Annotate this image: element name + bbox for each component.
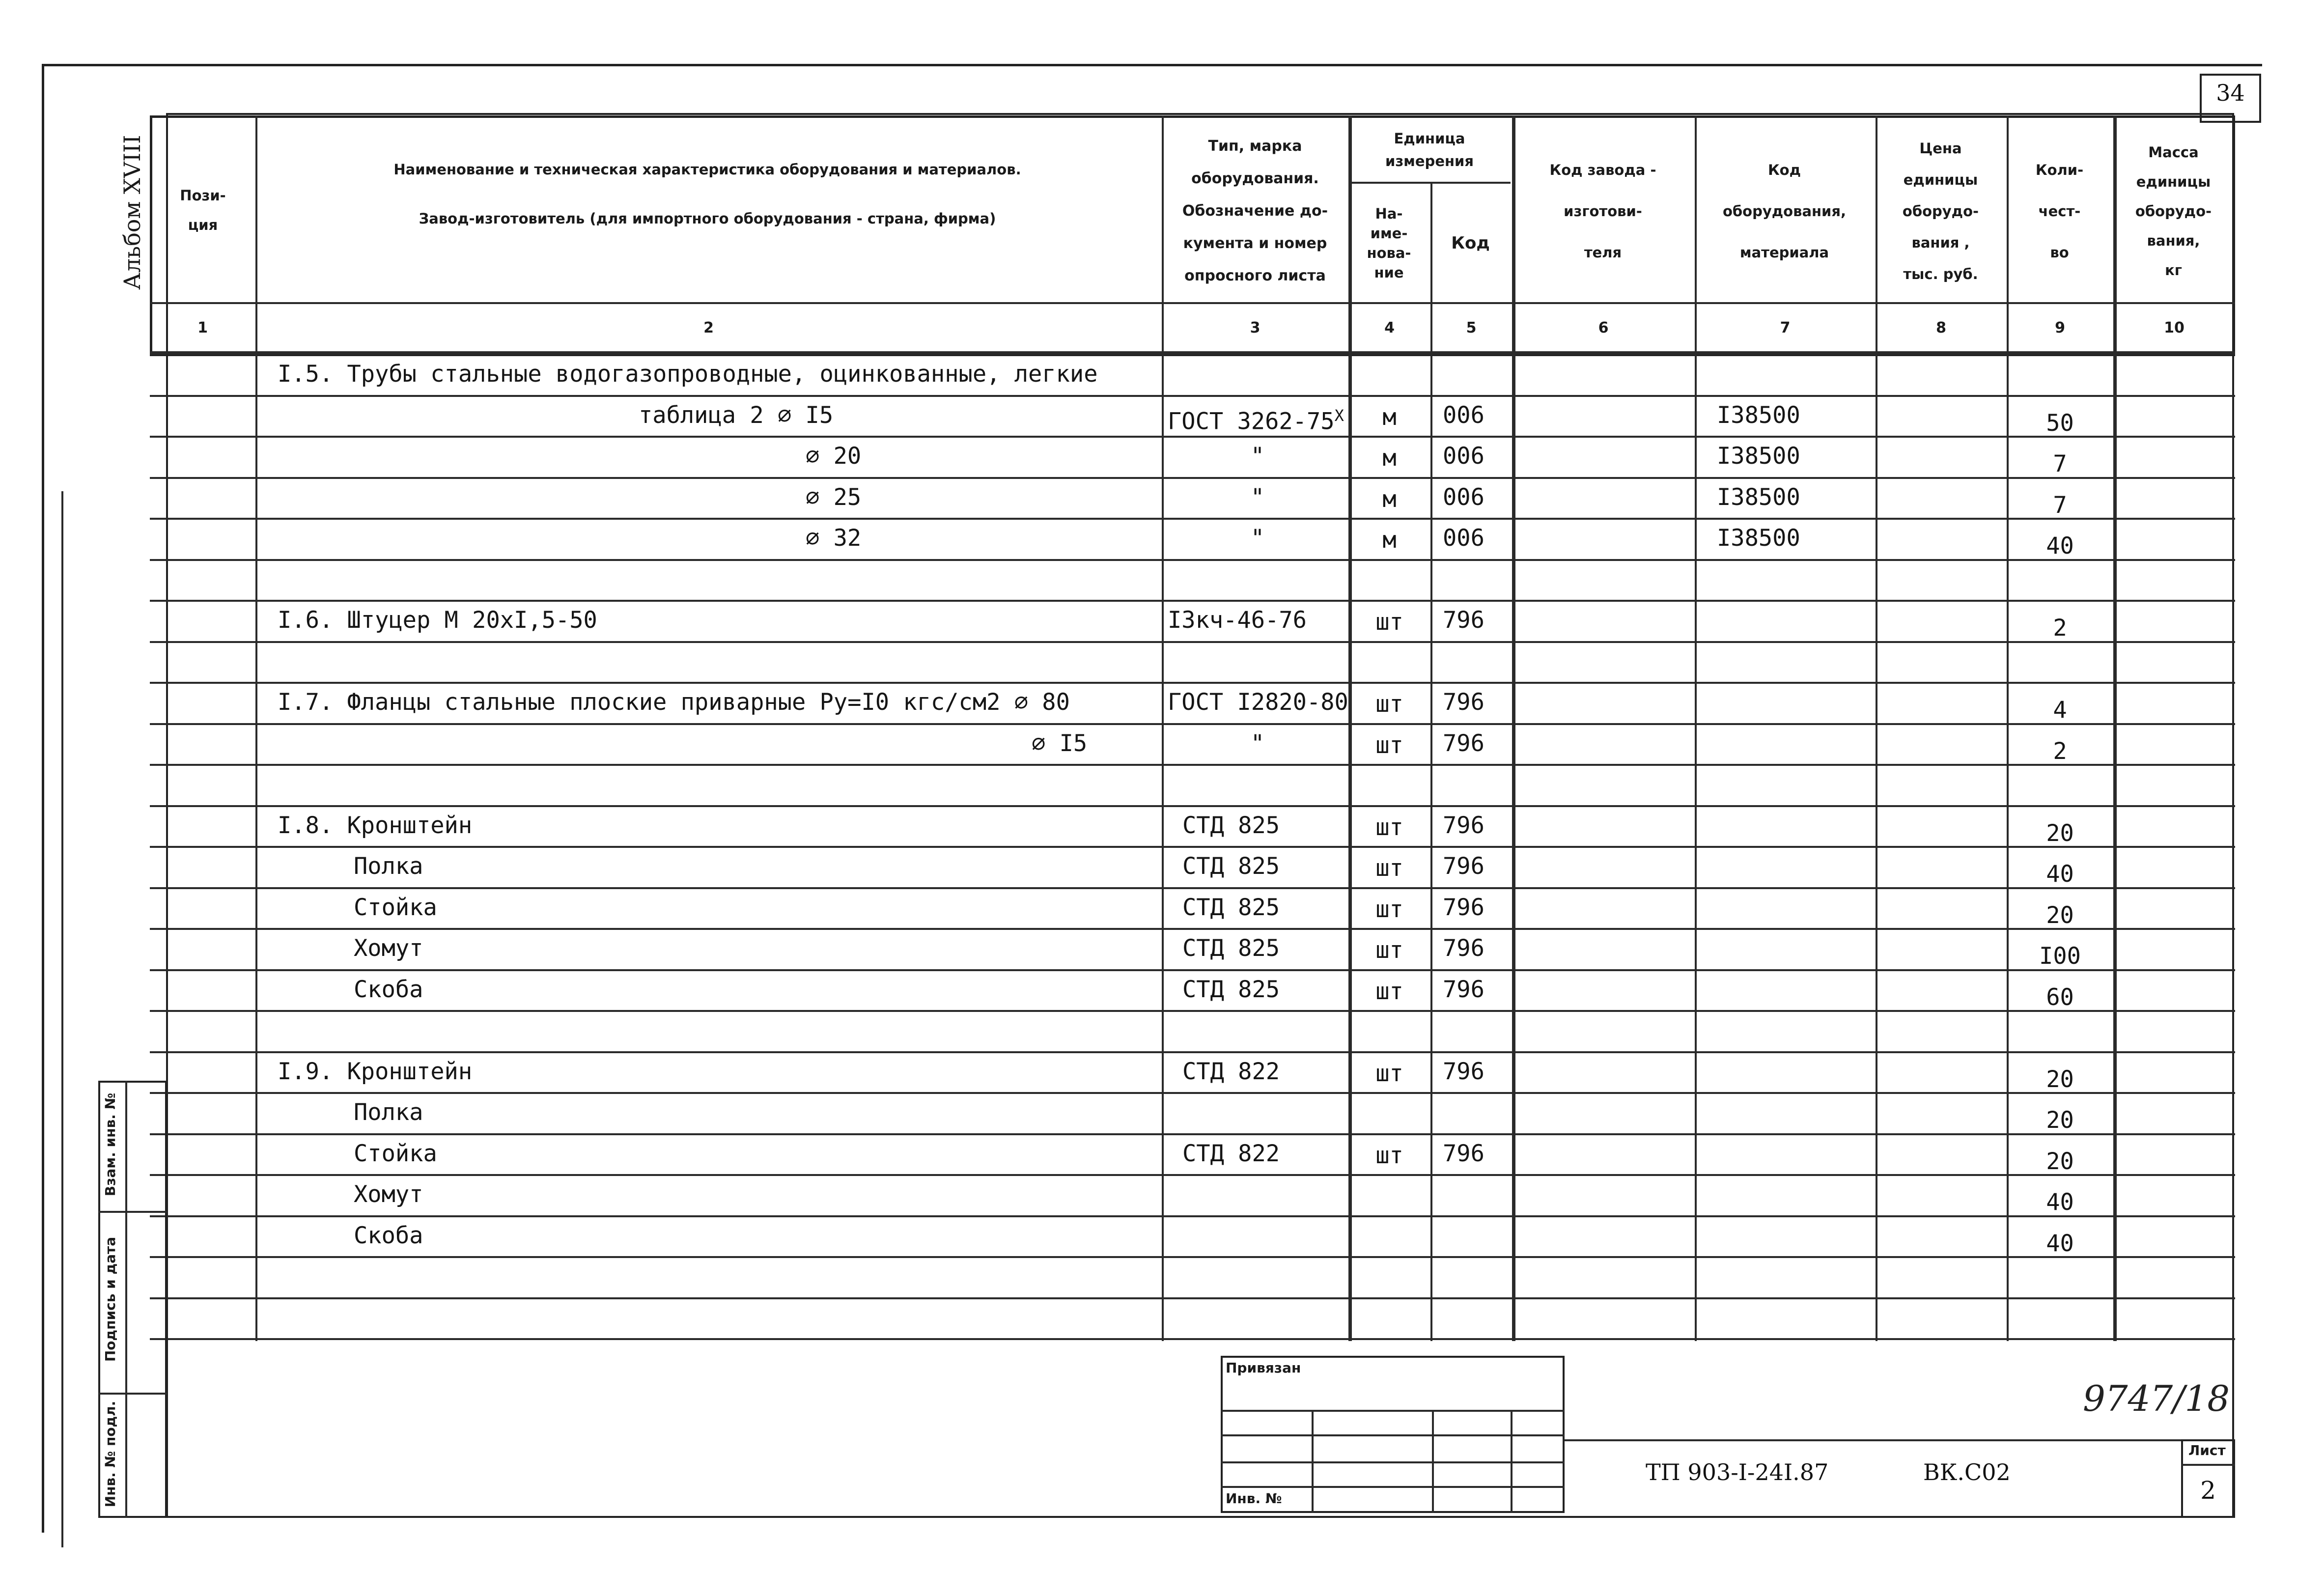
privyazan-line-3 <box>1221 1461 1565 1463</box>
row-line-13 <box>150 887 2235 889</box>
row-doc-16: СТД 825 <box>1182 976 1280 1003</box>
privyazan-vline-2 <box>1432 1410 1434 1513</box>
row-unit-16: шт <box>1375 978 1403 1005</box>
row-name-20: Стойка <box>354 1140 437 1167</box>
row-quantity-10: 2 <box>2053 738 2067 765</box>
row-unit-code-7: 796 <box>1443 607 1485 634</box>
row-unit-9: шт <box>1375 691 1403 718</box>
row-unit-code-18: 796 <box>1443 1058 1485 1085</box>
row-unit-code-14: 796 <box>1443 894 1485 921</box>
row-quantity-18: 20 <box>2046 1066 2074 1093</box>
row-quantity-3: 7 <box>2053 450 2067 477</box>
title-block-top <box>1565 1439 2235 1441</box>
row-doc-10: " <box>1250 730 1265 757</box>
row-quantity-4: 7 <box>2053 492 2067 519</box>
row-unit-18: шт <box>1375 1060 1403 1087</box>
column-number-1: 1 <box>197 319 208 336</box>
row-quantity-12: 20 <box>2046 820 2074 847</box>
row-unit-2: м <box>1382 404 1397 431</box>
header-material-code: Код оборудования, материала <box>1722 162 1847 261</box>
sheet-box-split <box>2181 1464 2235 1466</box>
page-number: 34 <box>2216 80 2245 106</box>
row-material-code-4: I38500 <box>1717 484 1800 511</box>
album-label: Альбом XVIII <box>119 135 145 290</box>
row-unit-code-5: 006 <box>1443 525 1485 552</box>
row-line-21 <box>150 1215 2235 1217</box>
row-unit-code-13: 796 <box>1443 853 1485 880</box>
header-unit-group: Единица измерения <box>1385 130 1474 169</box>
row-unit-14: шт <box>1375 896 1403 923</box>
column-number-10: 10 <box>2164 319 2185 336</box>
row-line-24 <box>150 1338 2235 1340</box>
column-divider-2 <box>255 115 257 1341</box>
row-unit-15: шт <box>1375 937 1403 964</box>
column-number-7: 7 <box>1780 319 1791 336</box>
row-quantity-15: I00 <box>2039 943 2081 970</box>
row-name-18: I.9. Кронштейн <box>278 1058 473 1085</box>
row-name-15: Хомут <box>354 935 423 962</box>
row-line-22 <box>150 1256 2235 1258</box>
row-line-15 <box>150 969 2235 971</box>
row-unit-code-4: 006 <box>1443 484 1485 511</box>
side-stamp-vzam: Взам. инв. № <box>102 1092 118 1197</box>
column-number-2: 2 <box>703 319 714 336</box>
inv-label: Инв. № <box>1226 1490 1282 1507</box>
row-doc-20: СТД 822 <box>1182 1140 1280 1167</box>
row-doc-12: СТД 825 <box>1182 812 1280 839</box>
side-stamp-podpis: Подпись и дата <box>102 1236 118 1362</box>
row-unit-code-10: 796 <box>1443 730 1485 757</box>
row-unit-5: м <box>1382 527 1397 554</box>
row-doc-3: " <box>1250 443 1265 470</box>
row-material-code-3: I38500 <box>1717 443 1800 470</box>
row-material-code-5: I38500 <box>1717 525 1800 552</box>
sheet-label: Лист <box>2188 1442 2226 1458</box>
row-doc-18: СТД 822 <box>1182 1058 1280 1085</box>
row-line-19 <box>150 1133 2235 1135</box>
row-unit-4: м <box>1382 486 1397 513</box>
row-name-1: I.5. Трубы стальные водогазопроводные, оцинкованные, легкие <box>278 361 1098 388</box>
row-line-7 <box>150 641 2235 643</box>
row-line-16 <box>150 1010 2235 1012</box>
row-unit-code-2: 006 <box>1443 402 1485 429</box>
row-unit-12: шт <box>1375 814 1403 841</box>
row-line-10 <box>150 764 2235 766</box>
row-doc-13: СТД 825 <box>1182 853 1280 880</box>
privyazan-vline-3 <box>1511 1410 1513 1513</box>
row-doc-2: ГОСТ $3262-75^X$ <box>1168 406 1344 435</box>
row-quantity-19: 20 <box>2046 1107 2074 1134</box>
header-name-line2: Завод-изготовитель (для импортного оборудования - страна, фирма) <box>419 210 996 227</box>
row-name-13: Полка <box>354 853 423 880</box>
column-number-6: 6 <box>1598 319 1609 336</box>
row-line-17 <box>150 1051 2235 1053</box>
row-quantity-16: 60 <box>2046 984 2074 1011</box>
designation: ТП 903-I-24I.87 <box>1646 1459 1829 1485</box>
row-doc-7: I3кч-46-76 <box>1168 607 1307 634</box>
privyazan-vline-1 <box>1312 1410 1314 1513</box>
row-name-3: ⌀ 20 <box>806 443 862 470</box>
handwritten-number: 9747/18 <box>2083 1378 2230 1419</box>
row-unit-code-3: 006 <box>1443 443 1485 470</box>
header-mass: Масса единицы оборудо- вания, кг <box>2135 144 2212 279</box>
header-unit-code: Код <box>1451 233 1490 253</box>
row-quantity-2: 50 <box>2046 410 2074 437</box>
row-doc-14: СТД 825 <box>1182 894 1280 921</box>
side-stamp-inv-podl: Инв. № подл. <box>102 1400 118 1508</box>
row-unit-10: шт <box>1375 732 1403 759</box>
row-unit-13: шт <box>1375 855 1403 882</box>
row-unit-code-20: 796 <box>1443 1140 1485 1167</box>
row-name-7: I.6. Штуцер М 20хI,5-50 <box>278 607 597 634</box>
row-line-18 <box>150 1092 2235 1094</box>
header-bottom-line <box>150 351 2235 355</box>
row-name-22: Скоба <box>354 1222 423 1249</box>
row-name-21: Хомут <box>354 1181 423 1208</box>
row-name-2: таблица 2 ⌀ I5 <box>639 402 834 429</box>
row-name-10: ⌀ I5 <box>1032 730 1088 757</box>
header-quantity: Коли- чест- во <box>2035 162 2084 261</box>
row-name-9: I.7. Фланцы стальные плоские приварные Ру=I0 кгс/см2 ⌀ 80 <box>278 689 1070 716</box>
column-number-8: 8 <box>1936 319 1946 336</box>
row-doc-9: ГОСТ I2820-80 <box>1168 689 1348 716</box>
row-unit-7: шт <box>1375 609 1403 636</box>
row-name-14: Стойка <box>354 894 437 921</box>
column-number-3: 3 <box>1250 319 1261 336</box>
row-name-16: Скоба <box>354 976 423 1003</box>
column-number-4: 4 <box>1384 319 1395 336</box>
header-unit-split <box>1348 182 1511 184</box>
row-unit-3: м <box>1382 445 1397 472</box>
row-quantity-5: 40 <box>2046 532 2074 560</box>
row-line-20 <box>150 1174 2235 1176</box>
row-line-9 <box>150 723 2235 725</box>
row-line-6 <box>150 600 2235 602</box>
side-stamp-divider <box>125 1081 127 1518</box>
column-number-5: 5 <box>1466 319 1477 336</box>
row-quantity-14: 20 <box>2046 902 2074 929</box>
row-name-19: Полка <box>354 1099 423 1126</box>
row-line-1 <box>150 395 2235 397</box>
row-unit-code-15: 796 <box>1443 935 1485 962</box>
row-line-5 <box>150 559 2235 561</box>
header-factory-code: Код завода - изготови- теля <box>1549 162 1656 261</box>
row-doc-superscript: X <box>1334 406 1344 425</box>
row-unit-20: шт <box>1375 1142 1403 1169</box>
row-line-11 <box>150 805 2235 807</box>
header-unit-name: На- име- нова- ние <box>1367 205 1411 281</box>
row-doc-4: " <box>1250 484 1265 511</box>
row-name-5: ⌀ 32 <box>806 525 862 552</box>
sheet-number: 2 <box>2200 1476 2216 1505</box>
row-quantity-9: 4 <box>2053 697 2067 724</box>
row-unit-code-12: 796 <box>1443 812 1485 839</box>
row-quantity-22: 40 <box>2046 1230 2074 1257</box>
row-material-code-2: I38500 <box>1717 402 1800 429</box>
header-position: Пози- ция <box>180 187 226 233</box>
row-quantity-7: 2 <box>2053 615 2067 642</box>
row-name-4: ⌀ 25 <box>806 484 862 511</box>
row-doc-15: СТД 825 <box>1182 935 1280 962</box>
row-line-14 <box>150 928 2235 930</box>
document-code: ВК.С02 <box>1923 1459 2011 1485</box>
column-number-9: 9 <box>2055 319 2065 336</box>
left-binding-line <box>61 491 63 1547</box>
row-line-8 <box>150 682 2235 684</box>
privyazan-line-2 <box>1221 1434 1565 1436</box>
row-quantity-13: 40 <box>2046 861 2074 888</box>
column-divider-5 <box>1430 182 1432 1341</box>
row-unit-code-9: 796 <box>1443 689 1485 716</box>
row-doc-5: " <box>1250 525 1265 552</box>
row-line-12 <box>150 846 2235 848</box>
row-name-12: I.8. Кронштейн <box>278 812 473 839</box>
privyazan-label: Привязан <box>1226 1360 1301 1376</box>
row-line-3 <box>150 477 2235 479</box>
header-name-line1: Наименование и техническая характеристика оборудования и материалов. <box>393 161 1021 178</box>
privyazan-line-1 <box>1221 1410 1565 1412</box>
row-line-23 <box>150 1297 2235 1299</box>
row-quantity-21: 40 <box>2046 1189 2074 1216</box>
row-unit-code-16: 796 <box>1443 976 1485 1003</box>
header-price: Цена единицы оборудо- вания , тыс. руб. <box>1902 140 1979 282</box>
row-quantity-20: 20 <box>2046 1148 2074 1175</box>
header-number-line <box>150 302 2235 304</box>
privyazan-line-4 <box>1221 1486 1565 1488</box>
header-type: Тип, марка оборудования. Обозначение до- кумента и номер опросного листа <box>1182 138 1328 284</box>
row-line-4 <box>150 518 2235 520</box>
